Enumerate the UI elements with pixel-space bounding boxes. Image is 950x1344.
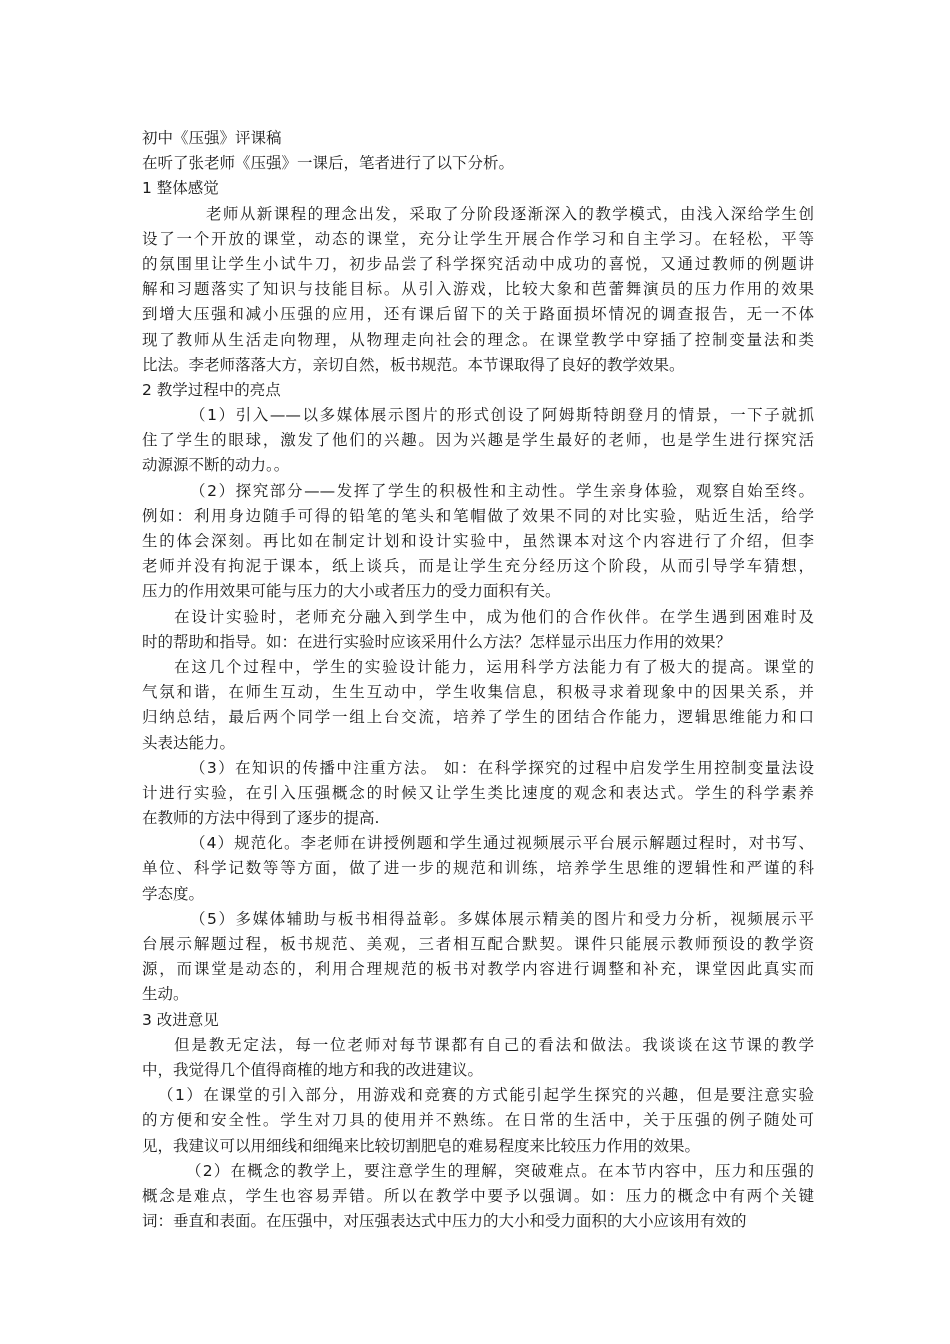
paragraph-line: 词：垂直和表面。在压强中，对压强表达式中压力的大小和受力面积的大小应该用有效的: [142, 1212, 747, 1231]
paragraph-line: 压力的作用效果可能与压力的大小或者压力的受力面积有关。: [142, 582, 561, 601]
paragraph: [142, 605, 814, 655]
paragraph: [142, 907, 814, 1008]
paragraph-line: 归纳总结，最后两个同学一组上台交流，培养了学生的团结合作能力，逻辑思维能力和口: [142, 708, 814, 727]
document-body: [142, 126, 814, 1234]
paragraph-line: 老师从新课程的理念出发，采取了分阶段逐渐深入的教学模式，由浅入深给学生创: [206, 204, 814, 223]
paragraph: [142, 1083, 814, 1159]
paragraph-line: 的方便和安全性。学生对刀具的使用并不熟练。在日常的生活中，关于压强的例子随处可: [142, 1111, 814, 1130]
paragraph-line: 比法。李老师落落大方，亲切自然，板书规范。本节课取得了良好的教学效果。: [142, 355, 685, 374]
paragraph-line: 概念是难点，学生也容易弄错。所以在教学中要予以强调。如：压力的概念中有两个关键: [142, 1186, 814, 1205]
paragraph-line: 中，我觉得几个值得商榷的地方和我的改进建议。: [142, 1060, 484, 1079]
paragraph-line: 例如：利用身边随手可得的铅笔的笔头和笔帽做了效果不同的对比实验，贴近生活，给学: [142, 506, 814, 525]
paragraph-line: 设了一个开放的课堂，动态的课堂，充分让学生开展合作学习和自主学习。在轻松，平等: [142, 229, 814, 248]
paragraph-line: （3）在知识的传播中注重方法。 如：在科学探究的过程中启发学生用控制变量法设: [190, 758, 814, 777]
paragraph-line: 在设计实验时，老师充分融入到学生中，成为他们的合作伙伴。在学生遇到困难时及: [174, 607, 814, 626]
paragraph-line: 到增大压强和减小压强的应用，还有课后留下的关于路面损坏情况的调查报告，无一不体: [142, 305, 814, 324]
paragraph-line: 在这几个过程中，学生的实验设计能力，运用科学方法能力有了极大的提高。课堂的: [174, 657, 814, 676]
paragraph-line: 现了教师从生活走向物理，从物理走向社会的理念。在课堂教学中穿插了控制变量法和类: [142, 330, 814, 349]
document-sections: [142, 176, 814, 1234]
paragraph: [142, 479, 814, 605]
paragraph-line: 学态度。: [142, 884, 205, 903]
paragraph-line: （1）在课堂的引入部分，用游戏和竞赛的方式能引起学生探究的兴趣，但是要注意实验: [158, 1086, 814, 1105]
section-heading: 2 教学过程中的亮点: [142, 380, 281, 399]
paragraph-line: 头表达能力。: [142, 733, 236, 752]
paragraph-line: （1）引入——以多媒体展示图片的形式创设了阿姆斯特朗登月的情景，一下子就抓: [190, 406, 814, 425]
paragraph-line: 在教师的方法中得到了逐步的提高.: [142, 809, 380, 828]
paragraph: [142, 655, 814, 756]
section-heading: 1 整体感觉: [142, 179, 219, 198]
paragraph-line: （2）在概念的教学上，要注意学生的理解，突破难点。在本节内容中，压力和压强的: [186, 1161, 814, 1180]
paragraph: [142, 202, 814, 378]
paragraph: [142, 1033, 814, 1083]
paragraph-line: 生动。: [142, 985, 189, 1004]
paragraph-line: 但是教无定法，每一位老师对每节课都有自己的看法和做法。我谈谈在这节课的教学: [174, 1035, 814, 1054]
paragraph-line: 台展示解题过程，板书规范、美观，三者相互配合默契。课件只能展示教师预设的教学资: [142, 935, 814, 953]
document-intro: 在听了张老师《压强》一课后，笔者进行了以下分析。: [142, 154, 515, 173]
paragraph-line: 气氛和谐，在师生互动，生生互动中，学生收集信息，积极寻求着现象中的因果关系，并: [142, 683, 814, 702]
paragraph-line: 解和习题落实了知识与技能目标。从引入游戏，比较大象和芭蕾舞演员的压力作用的效果: [142, 280, 814, 299]
paragraph: [142, 831, 814, 907]
paragraph-line: 住了学生的眼球，激发了他们的兴趣。因为兴趣是学生最好的老师，也是学生进行探究活: [142, 431, 814, 450]
paragraph-line: 的氛围里让学生小试牛刀，初步品尝了科学探究活动中成功的喜悦，又通过教师的例题讲: [142, 254, 814, 273]
paragraph: [142, 1159, 814, 1235]
paragraph-line: 计进行实验，在引入压强概念的时候又让学生类比速度的观念和表达式。学生的科学素养: [142, 783, 814, 802]
paragraph-line: 动源源不断的动力。。: [142, 456, 290, 475]
paragraph: [142, 756, 814, 832]
paragraph-line: 老师并没有拘泥于课本，纸上谈兵，而是让学生充分经历这个阶段，从而引导学车猜想，: [142, 557, 814, 576]
paragraph-line: 见，我建议可以用细线和细绳来比较切割肥皂的难易程度来比较压力作用的效果。: [142, 1136, 701, 1155]
paragraph-line: 源，而课堂是动态的，利用合理规范的板书对教学内容进行调整和补充，课堂因此真实而: [142, 960, 814, 979]
document-title: 初中《压强》评课稿: [142, 129, 282, 147]
paragraph-line: 生的体会深刻。再比如在制定计划和设计实验中，虽然课本对这个内容进行了介绍，但李: [142, 532, 814, 550]
paragraph-line: 时的帮助和指导。如：在进行实验时应该采用什么方法？怎样显示出压力作用的效果？: [142, 632, 732, 651]
paragraph-line: 单位、科学记数等等方面，做了进一步的规范和训练，培养学生思维的逻辑性和严谨的科: [142, 859, 814, 878]
paragraph-line: （4）规范化。李老师在讲授例题和学生通过视频展示平台展示解题过程时，对书写、: [190, 834, 814, 853]
section-heading: 3 改进意见: [142, 1010, 219, 1029]
paragraph-line: （2）探究部分——发挥了学生的积极性和主动性。学生亲身体验，观察自始至终。: [190, 481, 814, 500]
paragraph: [142, 403, 814, 479]
paragraph-line: （5）多媒体辅助与板书相得益彰。多媒体展示精美的图片和受力分析，视频展示平: [190, 909, 814, 928]
